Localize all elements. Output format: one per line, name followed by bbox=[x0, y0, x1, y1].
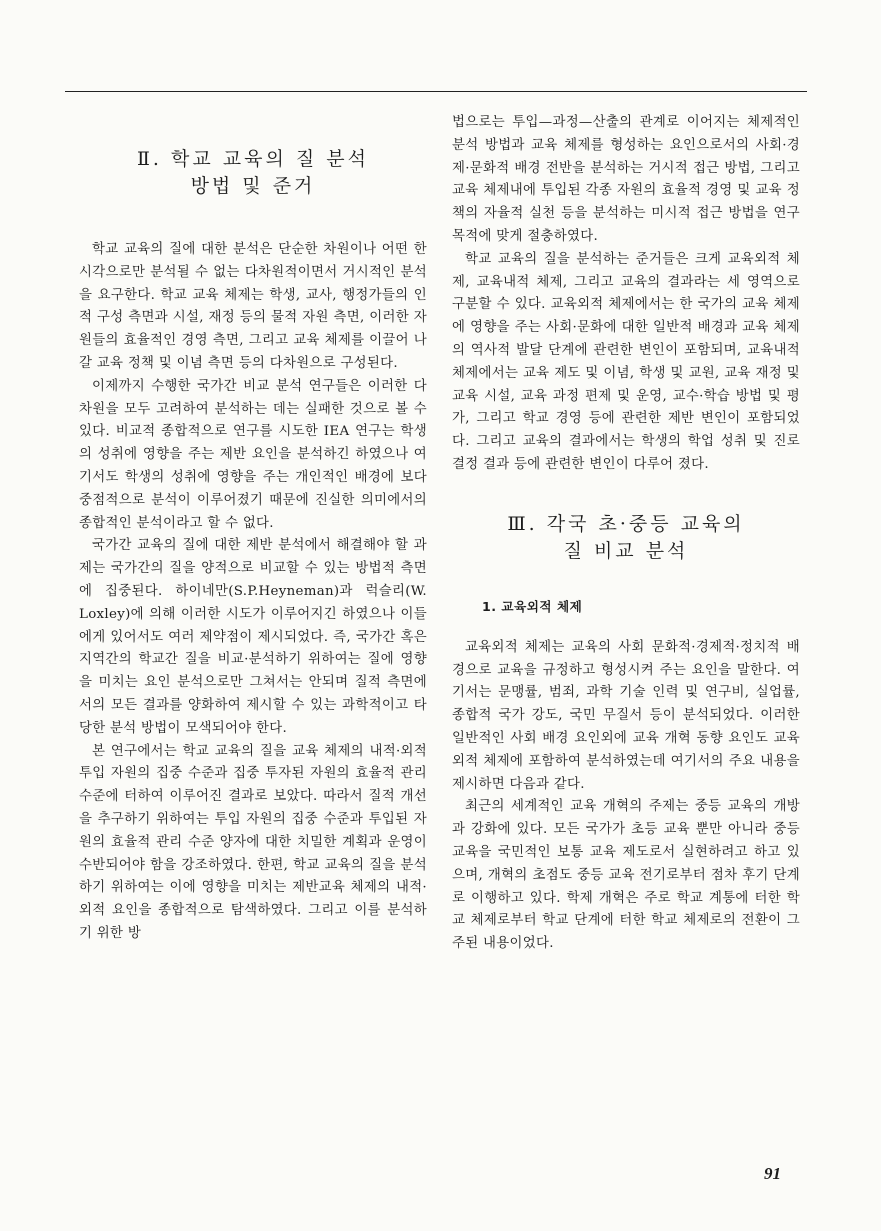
paragraph: 학교 교육의 질을 분석하는 준거들은 크게 교육외적 체제, 교육내적 체제, 그리고 교육의 결과라는 세 영역으로 구분할 수 있다. 교육외적 체제에서는 한 국가의 교육 체제에 영향을 주는 사회·문화에 대한 일반적 배경과 교육 체제의 역사적 발달 단계에 관련한 변인이 포함되며, 교육내적 체제에서는 교육 제도 및 이념, 학생 및 교원, 교육 재정 및 교육 시설, 교육 과정 편제 및 운영, 교수·학습 방법 및 평가, 그리고 학교 경영 등에 관련한 제반 변인이 포함되었다. 그리고 교육의 결과에서는 학생의 학업 성취 및 진로 결정 결과 등에 관련한 변인이 다루어 졌다. bbox=[452, 251, 800, 472]
section-heading-line1: Ⅲ. 각국 초·중등 교육의 bbox=[507, 512, 745, 535]
paragraph: 본 연구에서는 학교 교육의 질을 교육 체제의 내적·외적 투입 자원의 집중 수준과 집중 투자된 자원의 효율적 관리 수준에 터하여 이루어진 결과로 보았다. 따라서 질적 개선을 추구하기 위하여는 투입 자원의 집중 수준과 투입된 자원의 효율적 관리 수준 양자에 대한 치밀한 계획과 운영이 수반되어야 함을 강조하였다. 한편, 학교 교육의 질을 분석하기 위하여는 이에 영향을 미치는 제반교육 체제의 내적·외적 요인을 종합적으로 탐색하였다. 그리고 이를 분석하기 위한 방 bbox=[79, 743, 427, 941]
left-column bbox=[79, 112, 427, 946]
page-number: 91 bbox=[764, 1164, 781, 1183]
header-rule bbox=[65, 91, 807, 92]
subsection-heading: 1. 교육외적 체제 bbox=[482, 598, 583, 614]
paragraph: 학교 교육의 질에 대한 분석은 단순한 차원이나 어떤 한 시각으로만 분석될 수 없는 다차원적이면서 거시적인 분석을 요구한다. 학교 교육 체제는 학생, 교사, 행정가들의 인적 구성 측면과 시설, 재정 등의 물적 자원 측면, 이러한 자원들의 효율적인 경영 측면, 그리고 교육 체제를 이끌어 나갈 교육 정책 및 이념 측면 등의 다차원으로 구성된다. bbox=[79, 242, 427, 371]
section-heading-line2: 질 비교 분석 bbox=[563, 539, 689, 562]
paragraph: 교육외적 체제는 교육의 사회 문화적·경제적·정치적 배경으로 교육을 규정하고 형성시켜 주는 요인을 말한다. 여기서는 문맹률, 범죄, 과학 기술 인력 및 연구비, 실업률, 종합적 국가 강도, 국민 무질서 등이 분석되었다. 이러한 일반적인 사회 배경 요인외에 교육 개혁 동향 요인도 교육외적 체제에 포함하여 분석하였는데 여기서의 주요 내용을 제시하면 다음과 같다. bbox=[452, 639, 800, 792]
paragraph: 국가간 교육의 질에 대한 제반 분석에서 해결해야 할 과제는 국가간의 질을 양적으로 비교할 수 있는 방법적 측면에 집중된다. 하이네만(S.P.Heyneman)과 럭슬리(W. Loxley)에 의해 이러한 시도가 이루어지긴 하였으나 이들에게 있어서도 여러 제약점이 제시되었다. 즉, 국가간 혹은 지역간의 학교간 질을 비교·분석하기 위하여는 질에 영향을 미치는 요인 분석으로만 그쳐서는 안되며 질적 측면에서의 모든 결과를 양화하여 제시할 수 있는 과학적이고 타당한 분석 방법이 모색되어야 한다. bbox=[79, 538, 427, 736]
paragraph: 이제까지 수행한 국가간 비교 분석 연구들은 이러한 다차원을 모두 고려하여 분석하는 데는 실패한 것으로 볼 수 있다. 비교적 종합적으로 연구를 시도한 IEA 연구는 학생의 성취에 영향을 주는 제반 요인을 분석하긴 하였으나 여기서도 학생의 성취에 영향을 주는 개인적인 배경에 보다 중점적으로 분석이 이루어졌기 때문에 진실한 의미에서의 종합적인 분석이라고 할 수 없다. bbox=[79, 378, 427, 531]
section-heading-2 bbox=[79, 146, 427, 200]
paragraph: 최근의 세계적인 교육 개혁의 주제는 중등 교육의 개방과 강화에 있다. 모든 국가가 초등 교육 뿐만 아니라 중등 교육을 국민적인 보통 교육 제도로서 실현하려고 하고 있으며, 개혁의 초점도 중등 교육 전기로부터 점차 후기 단계로 이행하고 있다. 학제 개혁은 주로 학교 계통에 터한 학교 체제로부터 학교 단계에 터한 학교 체제로의 전환이 그 주된 내용이었다. bbox=[452, 799, 800, 952]
right-column bbox=[452, 112, 800, 956]
paragraph: 법으로는 투입—과정—산출의 관계로 이어지는 체제적인 분석 방법과 교육 체제를 형성하는 요인으로서의 사회·경제·문화적 배경 전반을 분석하는 거시적 접근 방법, 그리고 교육 체제내에 투입된 각종 자원의 효율적 경영 및 교육 정책의 자율적 실천 등을 분석하는 미시적 접근 방법을 연구 목적에 맞게 절충하였다. bbox=[452, 115, 800, 244]
section-heading-3 bbox=[452, 511, 800, 565]
section-heading-line2: 방법 및 준거 bbox=[190, 175, 316, 197]
section-heading-line1: Ⅱ. 학교 교육의 질 분석 bbox=[137, 148, 369, 170]
